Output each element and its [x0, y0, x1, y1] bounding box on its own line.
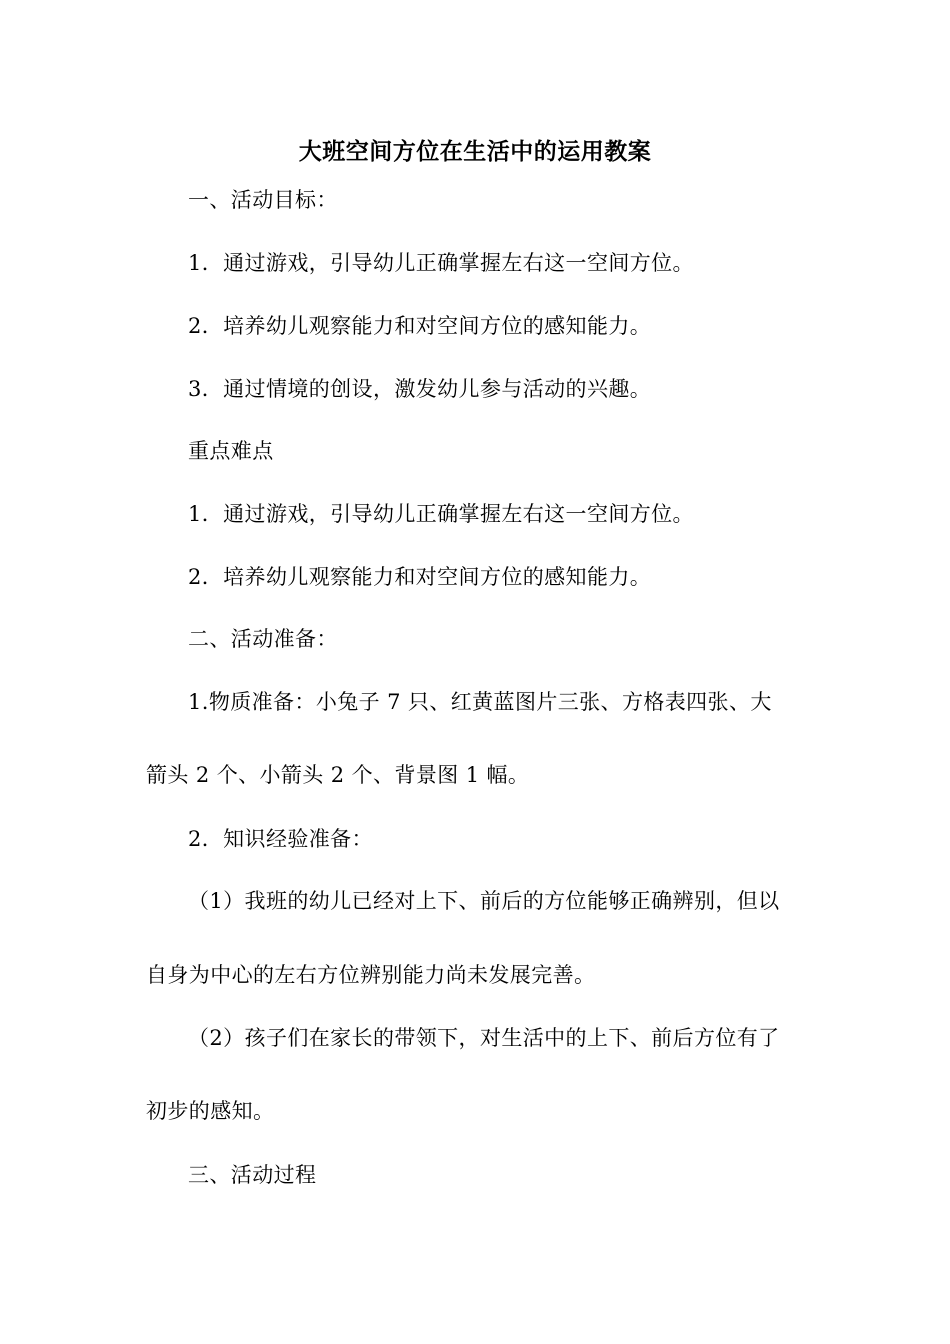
material-prep-line-1: 1.物质准备：小兔子 7 只、红黄蓝图片三张、方格表四张、大 — [188, 690, 772, 714]
knowledge-item-1-line-2: 自身为中心的左右方位辨别能力尚未发展完善。 — [146, 963, 596, 987]
knowledge-item-2-line-1: （2）孩子们在家长的带领下，对生活中的上下、前后方位有了 — [188, 1026, 780, 1050]
goal-item-3: 3．通过情境的创设，激发幼儿参与活动的兴趣。 — [188, 377, 652, 401]
key-point-item-1: 1．通过游戏，引导幼儿正确掌握左右这一空间方位。 — [188, 502, 694, 526]
section-heading-key-points: 重点难点 — [188, 439, 274, 463]
material-prep-line-2: 箭头 2 个、小箭头 2 个、背景图 1 幅。 — [146, 763, 530, 787]
section-heading-preparation: 二、活动准备： — [188, 627, 338, 651]
section-heading-process: 三、活动过程 — [188, 1163, 317, 1187]
knowledge-prep-heading: 2．知识经验准备： — [188, 827, 373, 851]
knowledge-item-1-line-1: （1）我班的幼儿已经对上下、前后的方位能够正确辨别，但以 — [188, 889, 780, 913]
goal-item-2: 2．培养幼儿观察能力和对空间方位的感知能力。 — [188, 314, 652, 338]
key-point-item-2: 2．培养幼儿观察能力和对空间方位的感知能力。 — [188, 565, 652, 589]
section-heading-goals: 一、活动目标： — [188, 188, 338, 212]
goal-item-1: 1．通过游戏，引导幼儿正确掌握左右这一空间方位。 — [188, 251, 694, 275]
document-title: 大班空间方位在生活中的运用教案 — [298, 138, 652, 165]
knowledge-item-2-line-2: 初步的感知。 — [146, 1099, 275, 1123]
